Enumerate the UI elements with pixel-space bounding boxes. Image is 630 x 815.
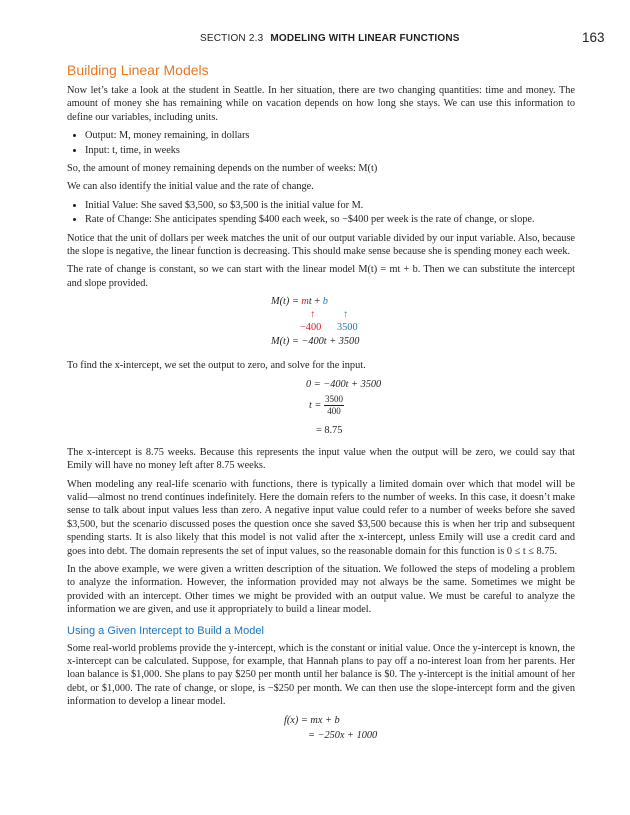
equation-model-line2: M(t) = −400t + 3500 [271, 336, 360, 348]
equation-loan-line2: = −250x + 1000 [308, 729, 378, 741]
list-item-input: • Input: t, time, in weeks [85, 144, 575, 157]
paragraph-domain: When modeling any real-life scenario with functions, there is typically a limited domain over which that model will be valid—almost no trend continues indefinitely. Here the domain refers to the number of weeks. In this case, it doesn’t make sense to talk about input values less than zero. A negative input value could refer to a number of weeks before she saved $3,500, but the scenario discussed poses the question once she saved $3,500 because this is when her trip and subsequent spending starts. It is also likely that this model is not valid after the x-intercept, unless Emily will use a credit card and goes into debt. The domain represents the set of input values, so the reasonable domain for this function is 0 ≤ t ≤ 8.75. [67, 478, 575, 557]
paragraph-x-intercept-meaning: The x-intercept is 8.75 weeks. Because this represents the input value when the output will be zero, we could say that Emily will have no money left after 8.75 weeks. [67, 446, 575, 472]
eq-slope-symbol: m [301, 296, 309, 308]
running-header [200, 33, 460, 44]
list-item-rate-of-change: • Rate of Change: She anticipates spending $400 each week, so −$400 per week is the rate of change, or slope. [85, 213, 575, 226]
fraction-denominator: 400 [327, 405, 341, 416]
eq-intercept-symbol: b [322, 296, 328, 308]
up-arrow-icon: ↑ [343, 309, 349, 321]
eq-lhs: M(t) = [271, 296, 299, 308]
equation-x-intercept [67, 378, 575, 440]
initial-rate-list [67, 199, 575, 227]
variables-list [67, 129, 575, 157]
paragraph-intro: Now let’s take a look at the student in Seattle. In her situation, there are two changing quantities: time and money. The amount of money she has remaining while on vacation depends on how long she stays. We can use this information to define our variables, including units. [67, 85, 575, 123]
paragraph-initial-rate: We can also identify the initial value and the rate of change. [67, 181, 314, 193]
heading-given-intercept: Using a Given Intercept to Build a Model [67, 624, 264, 637]
up-arrow-icon: ↑ [310, 309, 316, 321]
paragraph-summary: In the above example, we were given a written description of the situation. We followed the steps of modeling a problem to analyze the information. However, the information provided may not always be the same. Sometimes we might be provided with an intercept. Other times we might be provided with an output value. We must be careful to analyze the information we are given, and use it appropriately to build a linear model. [67, 563, 575, 616]
paragraph-dependence: So, the amount of money remaining depends on the number of weeks: M(t) [67, 163, 378, 175]
equation-x-intercept-line1: 0 = −400t + 3500 [306, 378, 382, 390]
paragraph-hannah-loan: Some real-world problems provide the y-intercept, which is the constant or initial value. Once the y-intercept is known, the x-intercept can be calculated. Suppose, for example, that Hannah plans to pay off a no-interest loan from her parents. Her loan balance is $1,000. She plans to pay $250 per month until her balance is $0. The y-intercept is the initial amount of her debt, or $1,000. The rate of change, or slope, is −$250 per month. We can then use the slope-intercept form and the given information to develop a linear model. [67, 642, 575, 708]
eq-plus: + [314, 296, 321, 308]
equation-loan [67, 714, 575, 744]
fraction-numerator: 3500 [324, 393, 343, 404]
list-item-output: • Output: M, money remaining, in dollars [85, 129, 575, 142]
page-content [67, 62, 575, 750]
eq-t: t [308, 296, 312, 308]
heading-building-linear-models: Building Linear Models [67, 62, 209, 78]
fraction [324, 394, 344, 417]
equation-x-intercept-line2 [309, 394, 344, 417]
intercept-value: 3500 [337, 322, 358, 334]
list-item-initial-value: • Initial Value: She saved $3,500, so $3,500 is the initial value for M. [85, 199, 575, 212]
equation-model [67, 295, 575, 351]
paragraph-linear-model: The rate of change is constant, so we can start with the linear model M(t) = mt + b. Then we can substitute the intercept and slope provided. [67, 264, 575, 289]
paragraph-units: Notice that the unit of dollars per week matches the unit of our output variable divided by our input variable. Also, because the slope is negative, the linear function is decreasing. This should make sense because she is spending money each week. [67, 232, 575, 258]
slope-value: −400 [300, 322, 322, 334]
page-header [0, 30, 630, 50]
page-number: 163 [582, 30, 605, 45]
section-number: SECTION 2.3 [200, 33, 264, 44]
eq-t-equals: t = [309, 399, 322, 411]
paragraph-x-intercept-method: To find the x-intercept, we set the output to zero, and solve for the input. [67, 360, 366, 372]
equation-loan-line1: f(x) = mx + b [284, 714, 340, 726]
equation-model-line1 [271, 295, 328, 308]
section-title: MODELING WITH LINEAR FUNCTIONS [270, 33, 460, 44]
equation-x-intercept-line3: = 8.75 [316, 424, 343, 436]
